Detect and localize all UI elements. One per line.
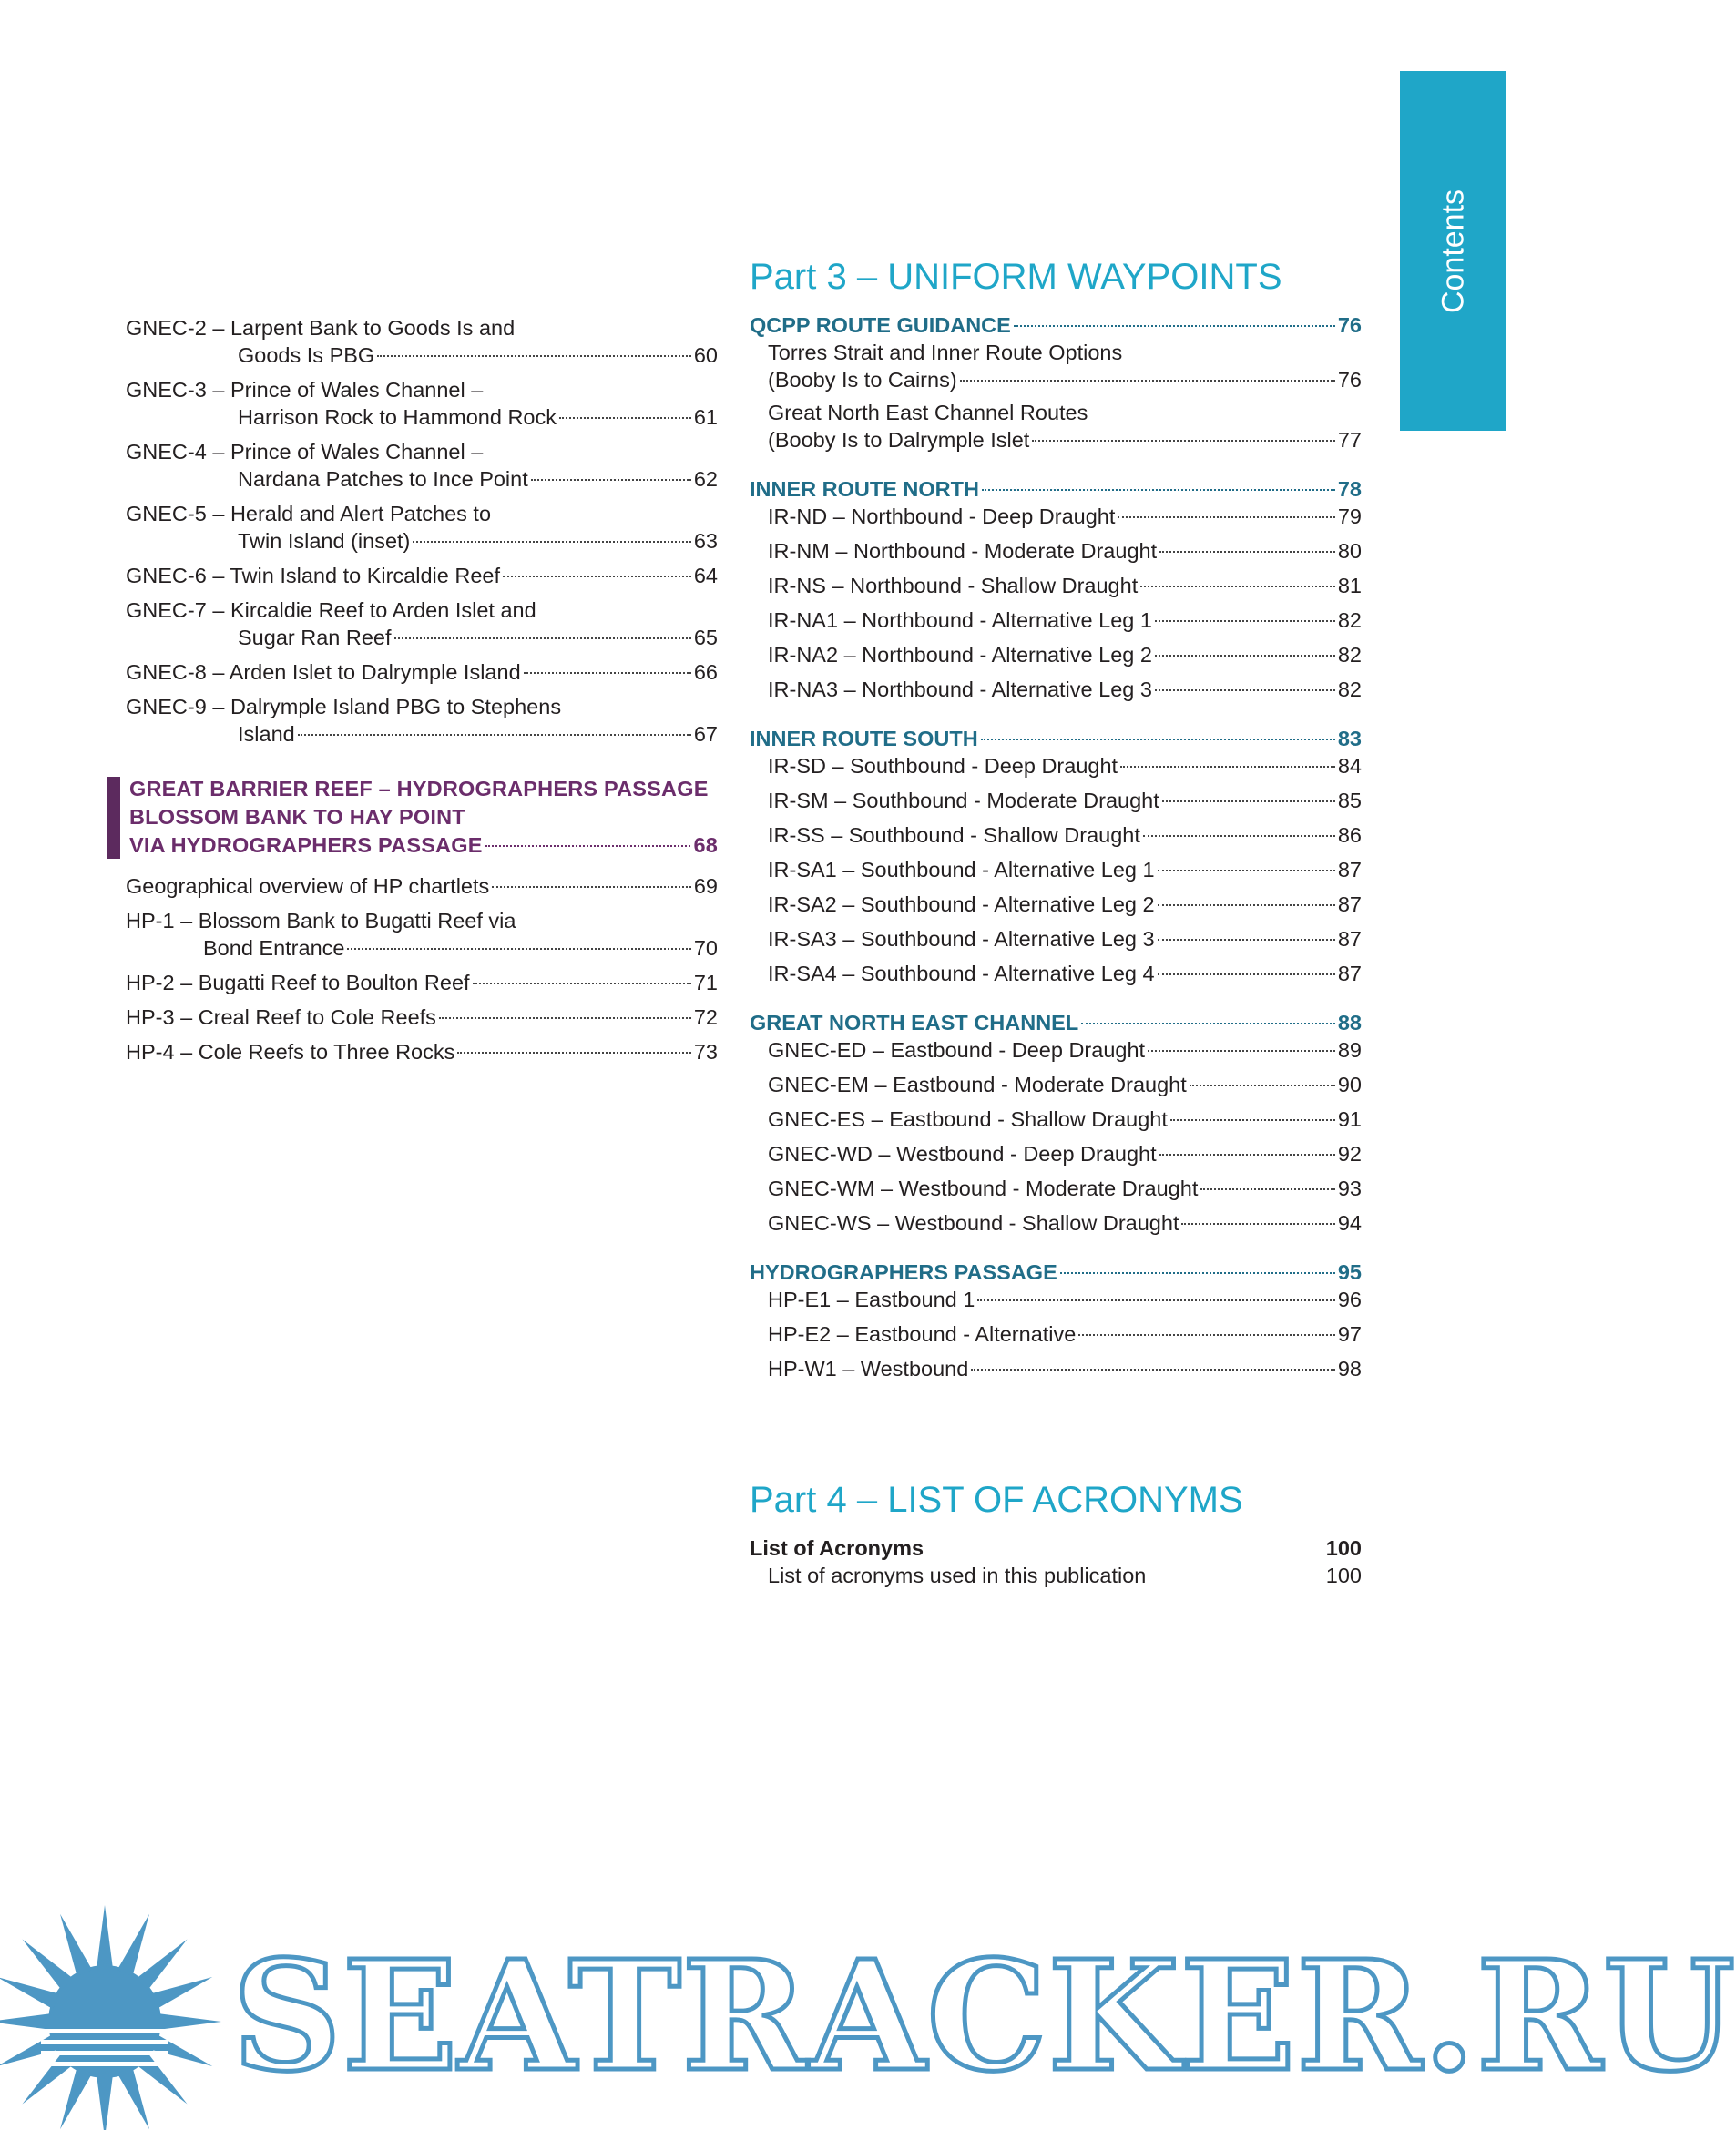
toc-entry[interactable]: IR-SM – Southbound - Moderate Draught 85 — [768, 789, 1362, 812]
toc-entry[interactable]: HP-E2 – Eastbound - Alternative 97 — [768, 1322, 1362, 1346]
section-inner-route-south — [750, 725, 1362, 987]
section-marker-bar — [107, 777, 120, 859]
toc-entry[interactable]: GNEC-ED – Eastbound - Deep Draught 89 — [768, 1038, 1362, 1062]
toc-entry[interactable]: GNEC-ES – Eastbound - Shallow Draught 91 — [768, 1107, 1362, 1131]
toc-entry[interactable]: HP-W1 – Westbound 98 — [768, 1357, 1362, 1381]
section-qcpp — [750, 311, 1362, 454]
contents-tab[interactable] — [1400, 71, 1506, 431]
toc-entry-gnec-5[interactable]: GNEC-5 – Herald and Alert Patches to Twin Island (inset) 63 — [126, 502, 718, 553]
hp-section-heading[interactable]: GREAT BARRIER REEF – HYDROGRAPHERS PASSAGE BLOSSOM BANK TO HAY POINT VIA HYDROGRAPHERS PASSAGE 68 — [126, 775, 718, 860]
toc-entry[interactable]: IR-NA1 – Northbound - Alternative Leg 1 82 — [768, 608, 1362, 632]
part3-title: Part 3 – UNIFORM WAYPOINTS — [750, 257, 1282, 297]
part4-block — [750, 1478, 1362, 1589]
toc-entry[interactable]: IR-NS – Northbound - Shallow Draught 81 — [768, 574, 1362, 597]
toc-entry[interactable]: IR-SA2 – Southbound - Alternative Leg 2 87 — [768, 892, 1362, 916]
section-heading-hp[interactable]: HYDROGRAPHERS PASSAGE 95 — [750, 1260, 1362, 1284]
toc-entry[interactable]: IR-SA4 – Southbound - Alternative Leg 4 87 — [768, 962, 1362, 985]
toc-entry[interactable]: IR-SA1 – Southbound - Alternative Leg 1 87 — [768, 858, 1362, 882]
toc-entry[interactable]: GNEC-WD – Westbound - Deep Draught 92 — [768, 1142, 1362, 1166]
section-heading-irn[interactable]: INNER ROUTE NORTH 78 — [750, 477, 1362, 501]
watermark-text: SEATRACKER.RU — [232, 1928, 1736, 2105]
toc-entry-hp-2[interactable]: HP-2 – Bugatti Reef to Boulton Reef 71 — [126, 971, 718, 994]
toc-entry-hp-3[interactable]: HP-3 – Creal Reef to Cole Reefs 72 — [126, 1005, 718, 1029]
toc-entry[interactable]: IR-NA2 – Northbound - Alternative Leg 2 82 — [768, 643, 1362, 667]
contents-tab-label: Contents — [1435, 189, 1470, 313]
section-gnec — [750, 1009, 1362, 1237]
toc-entry[interactable]: IR-SS – Southbound - Shallow Draught 86 — [768, 823, 1362, 847]
section-inner-route-north — [750, 475, 1362, 703]
toc-entry[interactable]: IR-NA3 – Northbound - Alternative Leg 3 82 — [768, 678, 1362, 701]
toc-entry-hp-1[interactable]: HP-1 – Blossom Bank to Bugatti Reef via Bond Entrance 70 — [126, 909, 718, 960]
toc-entry-gnec-7[interactable]: GNEC-7 – Kircaldie Reef to Arden Islet and Sugar Ran Reef 65 — [126, 598, 718, 649]
toc-entry-hp-overview[interactable]: Geographical overview of HP chartlets 69 — [126, 874, 718, 898]
right-column — [750, 255, 1362, 1404]
section-hydrographers-passage — [750, 1259, 1362, 1382]
toc-entry[interactable]: GNEC-WM – Westbound - Moderate Draught 93 — [768, 1177, 1362, 1200]
toc-entry[interactable]: GNEC-WS – Westbound - Shallow Draught 94 — [768, 1211, 1362, 1235]
section-heading-qcpp[interactable]: QCPP ROUTE GUIDANCE 76 — [750, 313, 1362, 337]
toc-entry[interactable]: GNEC-EM – Eastbound - Moderate Draught 90 — [768, 1073, 1362, 1096]
left-column — [126, 314, 718, 1073]
toc-entry-gnec-3[interactable]: GNEC-3 – Prince of Wales Channel – Harrison Rock to Hammond Rock 61 — [126, 378, 718, 429]
toc-entry-gnec-6[interactable]: GNEC-6 – Twin Island to Kircaldie Reef 64 — [126, 564, 718, 587]
toc-entry[interactable]: Torres Strait and Inner Route Options (Booby Is to Cairns) 76 — [768, 341, 1362, 392]
section-heading-gnec[interactable]: GREAT NORTH EAST CHANNEL 88 — [750, 1011, 1362, 1034]
toc-entry[interactable]: IR-SD – Southbound - Deep Draught 84 — [768, 754, 1362, 778]
toc-entry[interactable]: HP-E1 – Eastbound 1 96 — [768, 1288, 1362, 1311]
acronyms-entry[interactable]: List of acronyms used in this publication 100 — [768, 1564, 1362, 1587]
acronyms-heading[interactable]: List of Acronyms 100 — [750, 1536, 1362, 1560]
part4-title: Part 4 – LIST OF ACRONYMS — [750, 1480, 1243, 1520]
toc-entry-gnec-2[interactable]: GNEC-2 – Larpent Bank to Goods Is and Goods Is PBG 60 — [126, 316, 718, 367]
toc-entry[interactable]: IR-ND – Northbound - Deep Draught 79 — [768, 504, 1362, 528]
toc-entry[interactable]: IR-SA3 – Southbound - Alternative Leg 3 87 — [768, 927, 1362, 951]
toc-entry-gnec-8[interactable]: GNEC-8 – Arden Islet to Dalrymple Island 66 — [126, 660, 718, 684]
toc-entry[interactable]: IR-NM – Northbound - Moderate Draught 80 — [768, 539, 1362, 563]
toc-entry-hp-4[interactable]: HP-4 – Cole Reefs to Three Rocks 73 — [126, 1040, 718, 1064]
toc-entry[interactable]: Great North East Channel Routes (Booby Is to Dalrymple Islet 77 — [768, 401, 1362, 452]
toc-entry-gnec-4[interactable]: GNEC-4 – Prince of Wales Channel – Nardana Patches to Ince Point 62 — [126, 440, 718, 491]
section-heading-irs[interactable]: INNER ROUTE SOUTH 83 — [750, 727, 1362, 750]
toc-entry-gnec-9[interactable]: GNEC-9 – Dalrymple Island PBG to Stephens Island 67 — [126, 695, 718, 746]
